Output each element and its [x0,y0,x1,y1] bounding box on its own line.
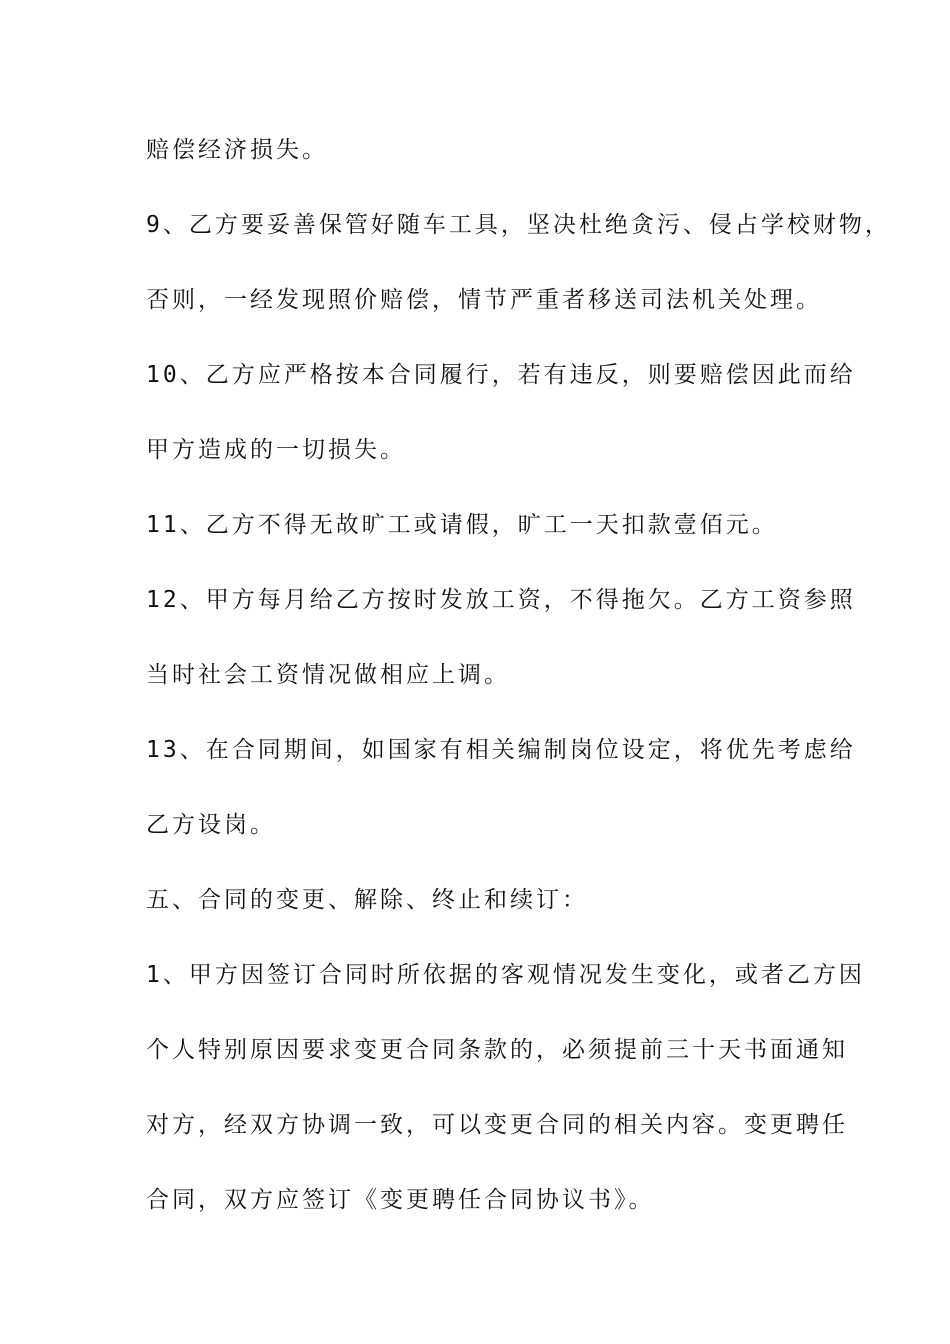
text-line: 11、乙方不得无故旷工或请假，旷工一天扣款壹佰元。 [146,512,778,538]
text-line: 乙方设岗。 [146,812,276,838]
section-heading: 五、合同的变更、解除、终止和续订： [146,887,588,913]
text-line: 9、乙方要妥善保管好随车工具，坚决杜绝贪污、侵占学校财物， [146,212,891,238]
text-line: 个人特别原因要求变更合同条款的，必须提前三十天书面通知 [146,1037,848,1063]
text-line: 否则，一经发现照价赔偿，情节严重者移送司法机关处理。 [146,287,822,313]
text-line: 当时社会工资情况做相应上调。 [146,662,510,688]
text-line: 10、乙方应严格按本合同履行，若有违反，则要赔偿因此而给 [146,362,856,388]
text-line: 12、甲方每月给乙方按时发放工资，不得拖欠。乙方工资参照 [146,587,856,613]
text-line: 对方，经双方协调一致，可以变更合同的相关内容。变更聘任 [146,1112,848,1138]
text-line: 赔偿经济损失。 [146,137,328,163]
text-line: 1、甲方因签订合同时所依据的客观情况发生变化，或者乙方因 [146,962,865,988]
text-line: 合同，双方应签订《变更聘任合同协议书》。 [146,1187,655,1213]
text-line: 甲方造成的一切损失。 [146,437,406,463]
text-line: 13、在合同期间，如国家有相关编制岗位设定，将优先考虑给 [146,737,856,763]
